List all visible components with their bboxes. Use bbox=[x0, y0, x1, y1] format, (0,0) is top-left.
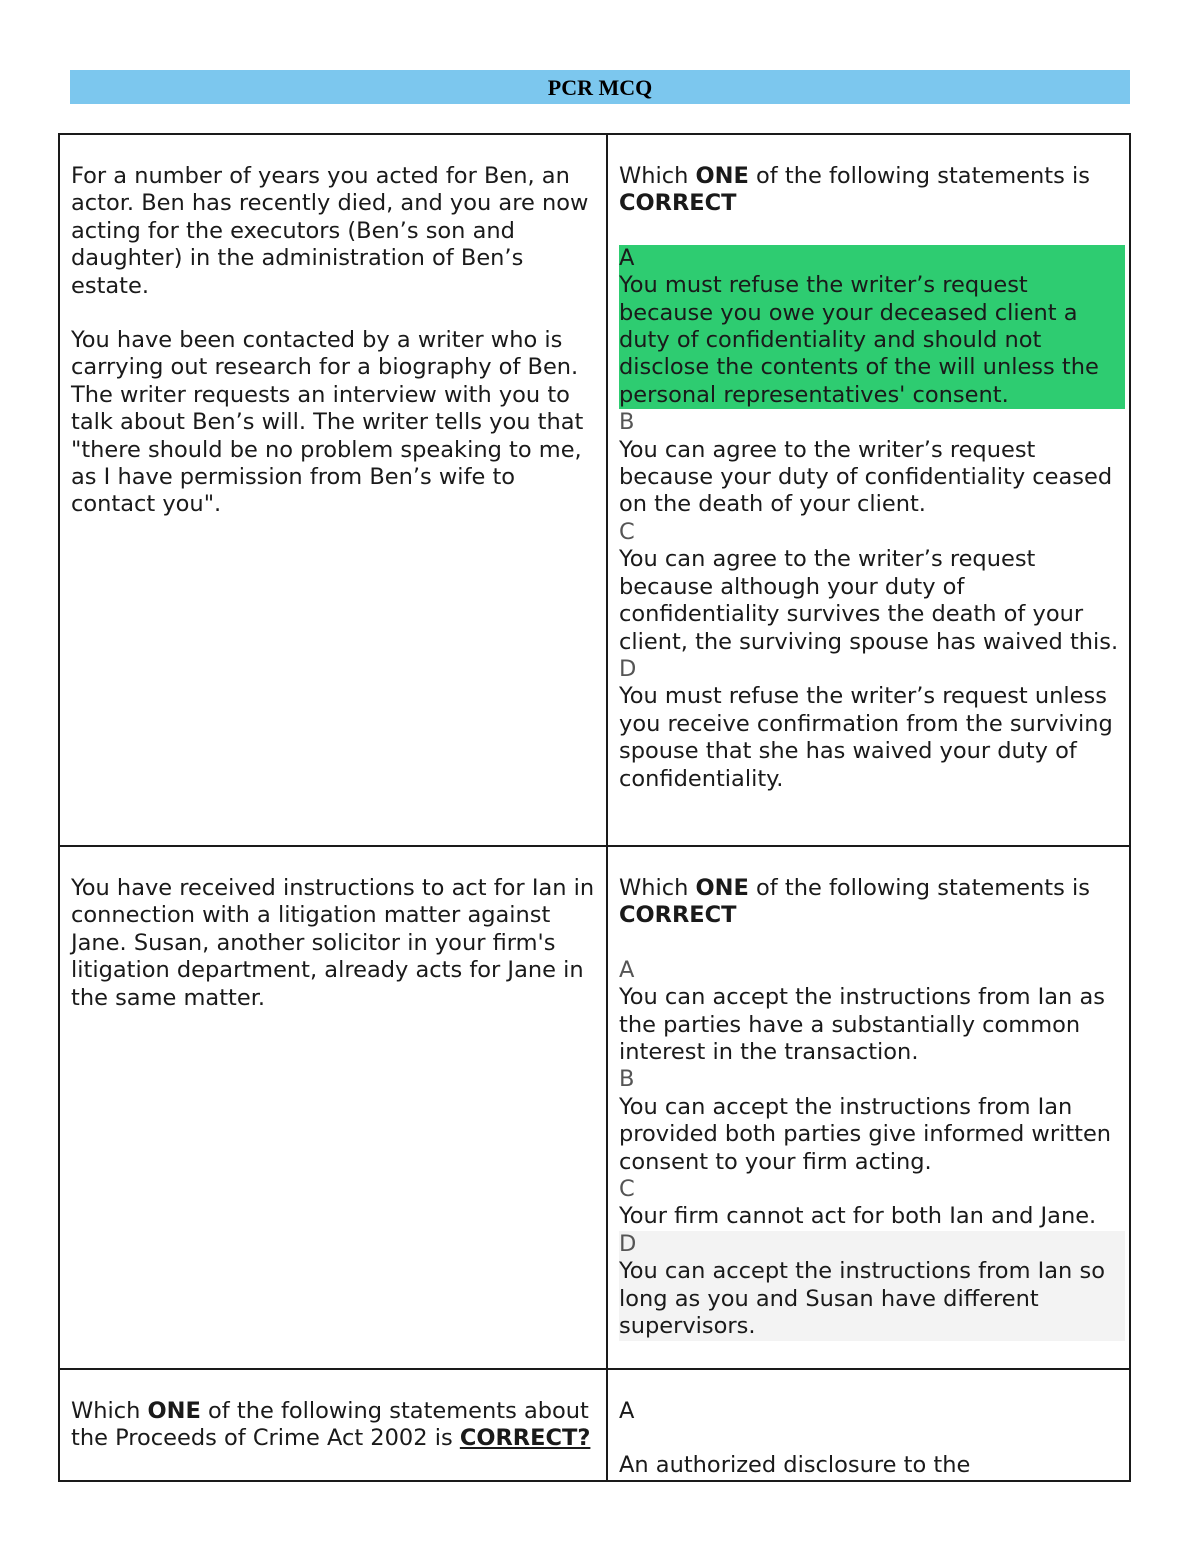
q1-scenario-cell bbox=[59, 134, 607, 846]
q2-scenario: You have received instructions to act for Ian in connection with a litigation matter against Jane. Susan, another solicitor in your firm's litigation department, already acts for Jane in the same matter. bbox=[71, 875, 595, 1011]
q2-scenario-cell bbox=[59, 846, 607, 1369]
q2-option-a-letter: A bbox=[619, 956, 635, 983]
q2-option-b-letter: B bbox=[619, 1066, 635, 1093]
q3-option-a-text: An authorized disclosure to the bbox=[619, 1452, 971, 1479]
q1-option-a-letter: A bbox=[619, 244, 635, 271]
q1-option-a-text: You must refuse the writer’s request because you owe your deceased client a duty of confidentiality and should not disclose the contents of the will unless the personal representatives' consent. bbox=[619, 272, 1099, 408]
q2-option-c[interactable] bbox=[619, 1176, 1119, 1231]
q2-option-a[interactable] bbox=[619, 957, 1119, 1067]
q3-option-a[interactable] bbox=[619, 1398, 1119, 1480]
q2-stem: Which ONE of the following statements is CORRECT bbox=[619, 875, 1090, 929]
page-title: PCR MCQ bbox=[70, 70, 1130, 104]
q3-answers-cell bbox=[607, 1369, 1130, 1481]
q1-option-d[interactable] bbox=[619, 656, 1119, 793]
q1-option-b-text: You can agree to the writer’s request because your duty of confidentiality ceased on the death of your client. bbox=[619, 436, 1113, 518]
question-row-1 bbox=[59, 134, 1130, 846]
q2-answers-cell bbox=[607, 846, 1130, 1369]
mcq-table bbox=[58, 133, 1131, 1482]
q2-option-d[interactable] bbox=[619, 1231, 1125, 1341]
q1-option-a[interactable] bbox=[619, 245, 1125, 409]
question-row-2 bbox=[59, 846, 1130, 1369]
q2-option-d-letter: D bbox=[619, 1230, 637, 1257]
q2-option-b-text: You can accept the instructions from Ian provided both parties give informed written consent to your firm acting. bbox=[619, 1093, 1112, 1175]
q2-option-d-text: You can accept the instructions from Ian so long as you and Susan have different supervisors. bbox=[619, 1258, 1105, 1340]
q1-option-c[interactable] bbox=[619, 519, 1119, 656]
q1-option-c-letter: C bbox=[619, 518, 635, 545]
q1-option-d-letter: D bbox=[619, 655, 637, 682]
q1-option-d-text: You must refuse the writer’s request unless you receive confirmation from the surviving spouse that she has waived your duty of confidentiality. bbox=[619, 683, 1113, 792]
q1-option-b[interactable] bbox=[619, 409, 1119, 519]
q1-scenario-paragraph-2: You have been contacted by a writer who is carrying out research for a biography of Ben. The writer requests an interview with you to talk about Ben’s will. The writer tells you that "there should be no problem speaking to me, as I have permission from Ben’s wife to contact you". bbox=[71, 327, 584, 518]
q3-stem-cell bbox=[59, 1369, 607, 1481]
q1-option-c-text: You can agree to the writer’s request because although your duty of confidentiality survives the death of your client, the surviving spouse has waived this. bbox=[619, 546, 1119, 655]
q3-stem: Which ONE of the following statements about the Proceeds of Crime Act 2002 is CORRECT? bbox=[71, 1398, 591, 1452]
q2-option-a-text: You can accept the instructions from Ian as the parties have a substantially common interest in the transaction. bbox=[619, 984, 1105, 1066]
q3-option-a-letter: A bbox=[619, 1398, 635, 1424]
q2-option-b[interactable] bbox=[619, 1066, 1119, 1176]
q2-option-c-text: Your firm cannot act for both Ian and Jane. bbox=[619, 1203, 1097, 1230]
q1-answers-cell bbox=[607, 134, 1130, 846]
q1-option-b-letter: B bbox=[619, 409, 635, 436]
q1-scenario-paragraph-1: For a number of years you acted for Ben, an actor. Ben has recently died, and you are now acting for the executors (Ben’s son and daughter) in the administration of Ben’s estate. bbox=[71, 163, 589, 299]
q1-stem: Which ONE of the following statements is CORRECT bbox=[619, 163, 1090, 217]
question-row-3 bbox=[59, 1369, 1130, 1481]
q2-option-c-letter: C bbox=[619, 1176, 635, 1203]
